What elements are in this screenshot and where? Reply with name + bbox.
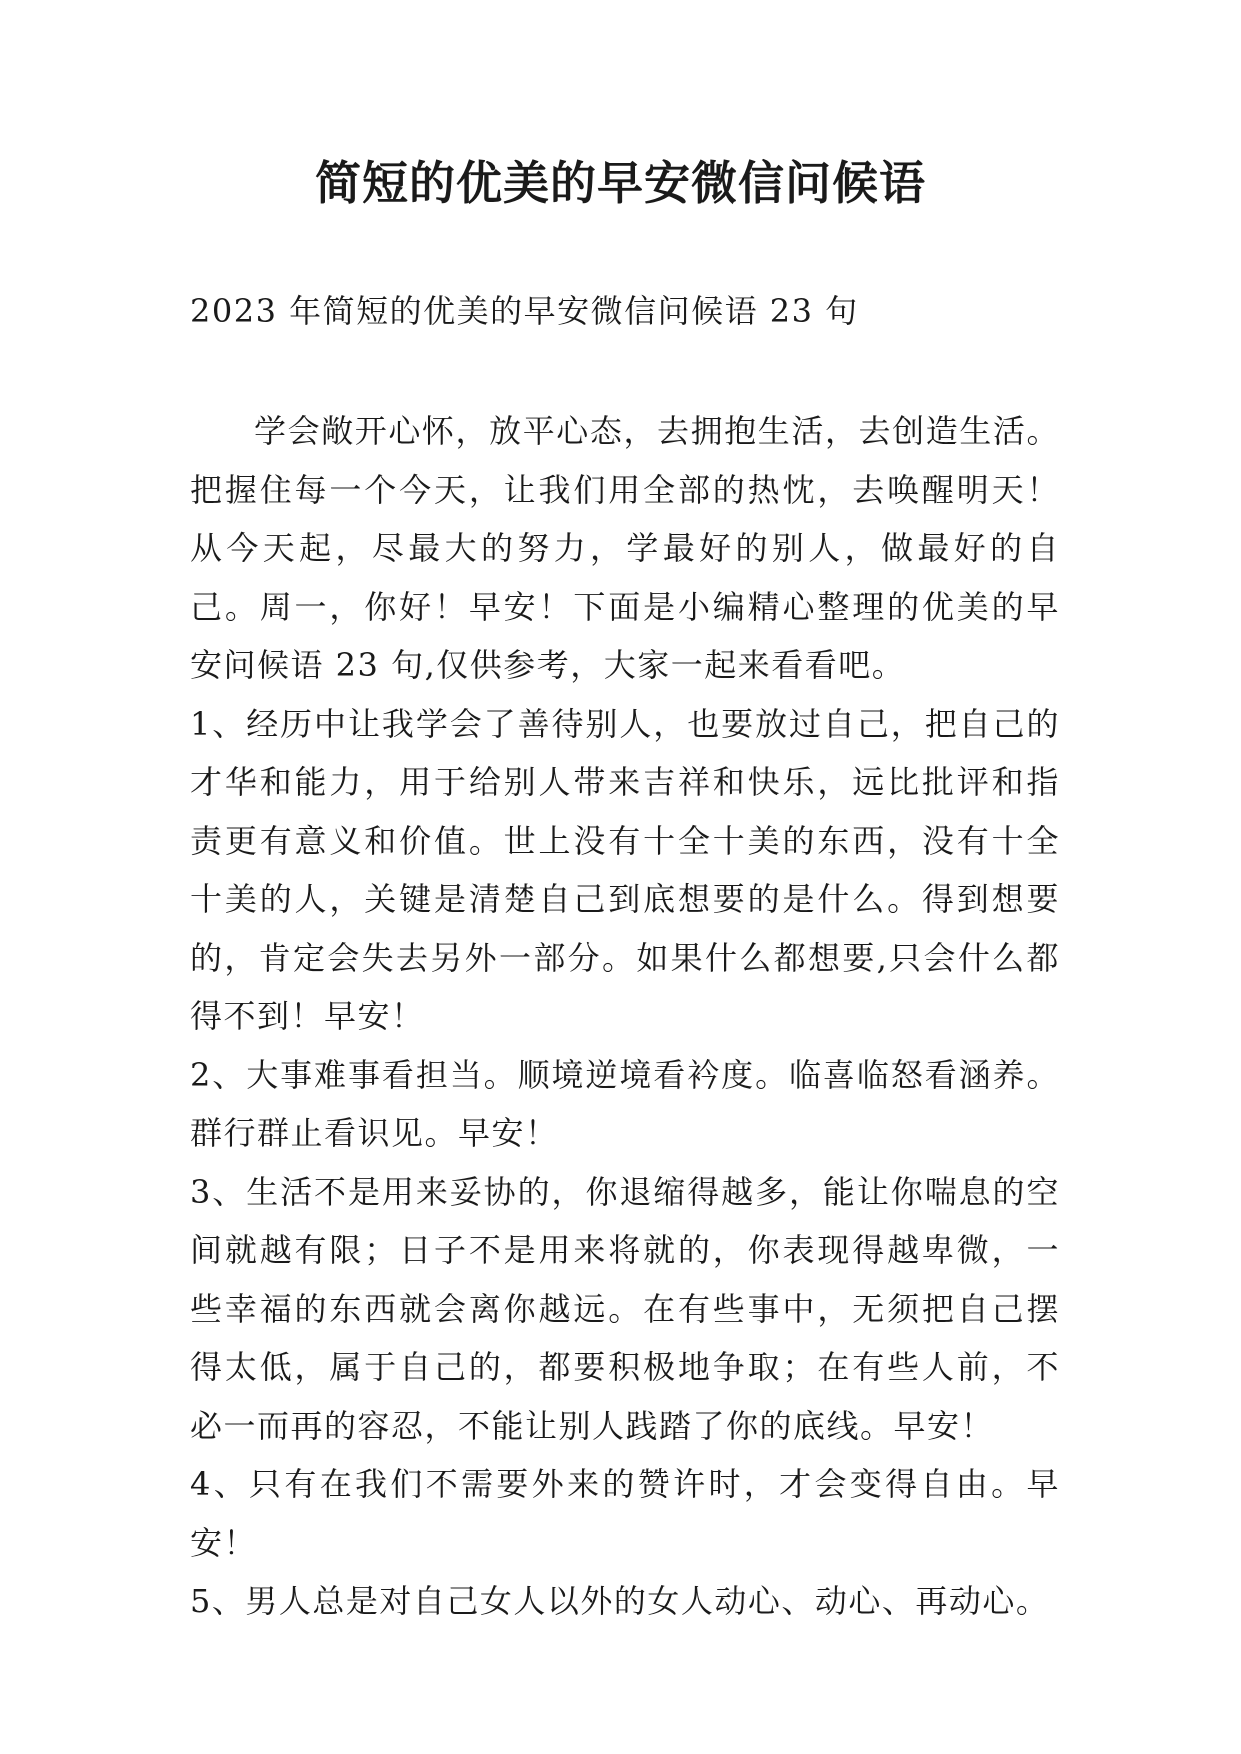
document-subtitle: 2023 年简短的优美的早安微信问候语 23 句 xyxy=(190,292,859,330)
list-item: 2、大事难事看担当。顺境逆境看衿度。临喜临怒看涵养。群行群止看识见。早安！ xyxy=(190,1055,1060,1152)
list-item: 1、经历中让我学会了善待别人，也要放过自己，把自己的才华和能力，用于给别人带来吉祥和快乐，远比批评和指责更有意义和价值。世上没有十全十美的东西，没有十全十美的人，关键是清楚自己到底想要的是什么。得到想要的，肯定会失去另外一部分。如果什么都想要,只会什么都得不到！早安！ xyxy=(190,704,1060,1035)
list-item: 4、只有在我们不需要外来的赞许时，才会变得自由。早安！ xyxy=(190,1465,1060,1562)
list-item: 3、生活不是用来妥协的，你退缩得越多，能让你喘息的空间就越有限；日子不是用来将就的，你表现得越卑微，一些幸福的东西就会离你越远。在有些事中，无须把自己摆得太低，属于自己的，都要积极地争取；在有些人前，不必一而再的容忍，不能让别人践踏了你的底线。早安！ xyxy=(190,1172,1060,1445)
intro-paragraph: 学会敞开心怀，放平心态，去拥抱生活，去创造生活。把握住每一个今天，让我们用全部的热忱，去唤醒明天！从今天起，尽最大的努力，学最好的别人，做最好的自己。周一，你好！早安！下面是小编精心整理的优美的早安问候语 23 句,仅供参考，大家一起来看看吧。 xyxy=(190,412,1060,684)
list-item: 5、男人总是对自己女人以外的女人动心、动心、再动心。 xyxy=(190,1582,1050,1620)
page-title: 简短的优美的早安微信问候语 xyxy=(315,156,926,210)
document-body xyxy=(190,286,1060,1631)
